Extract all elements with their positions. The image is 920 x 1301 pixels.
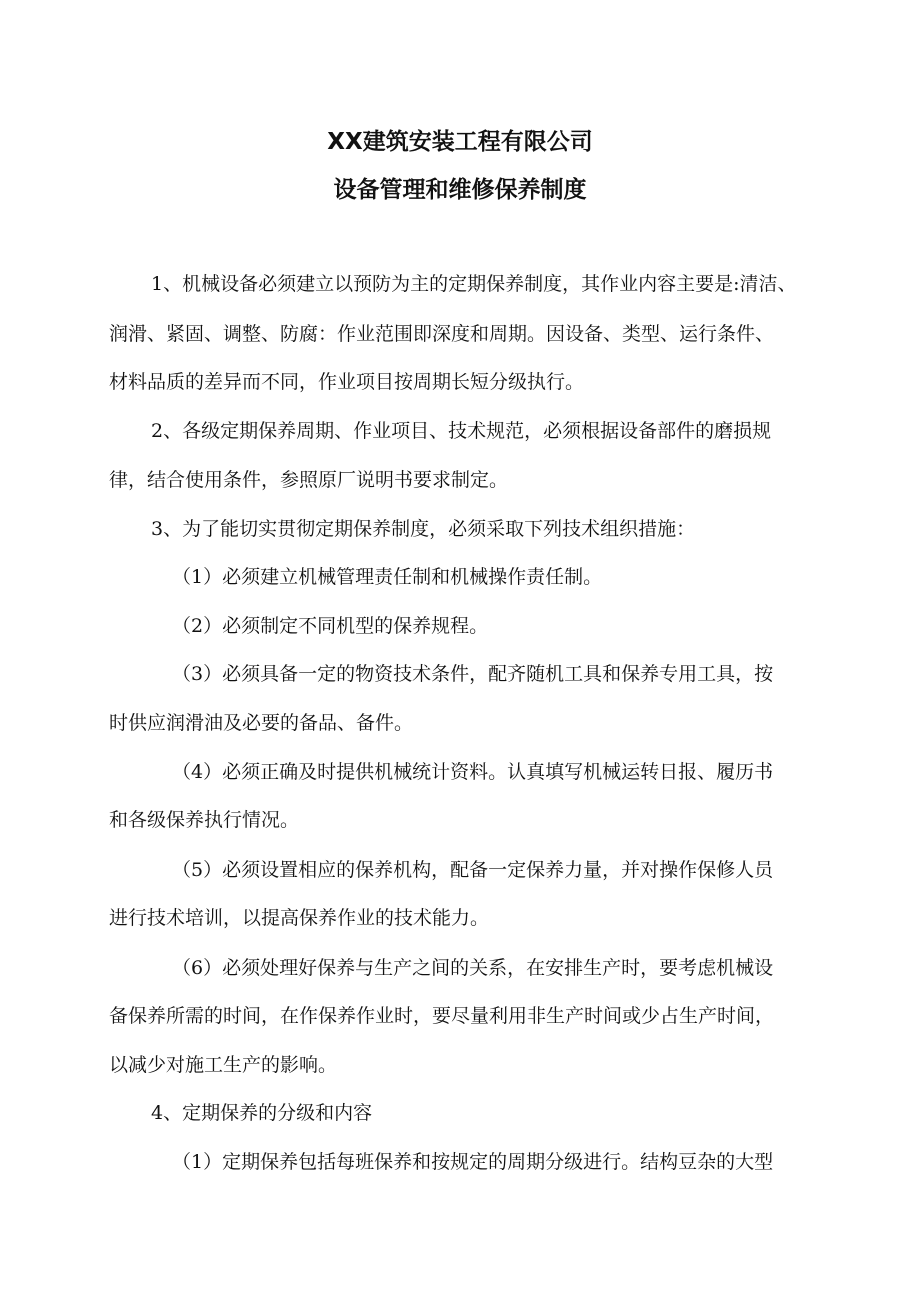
body-line: 1、机械设备必须建立以预防为主的定期保养制度，其作业内容主要是:清洁、 [151, 273, 797, 295]
body-line: 以减少对施工生产的影响。 [109, 1054, 338, 1076]
body-line: 备保养所需的时间，在作保养作业时，要尽量利用非生产时间或少占生产时间， [109, 1005, 775, 1027]
body-line: 时供应润滑油及必要的备品、备件。 [109, 712, 414, 734]
body-line: （5）必须设置相应的保养机构，配备一定保养力量，并对操作保修人员 [172, 859, 774, 881]
document-subtitle: 设备管理和维修保养制度 [333, 177, 587, 203]
body-line: （4）必须正确及时提供机械统计资料。认真填写机械运转日报、履历书 [172, 761, 774, 783]
body-line: （6）必须处理好保养与生产之间的关系，在安排生产时，要考虑机械设 [172, 957, 774, 979]
body-line: （3）必须具备一定的物资技术条件，配齐随机工具和保养专用工具，按 [172, 663, 774, 685]
document-title: XX建筑安装工程有限公司 [327, 129, 593, 155]
body-line: （1）定期保养包括每班保养和按规定的周期分级进行。结构豆杂的大型 [172, 1151, 774, 1173]
body-line: （2）必须制定不同机型的保养规程。 [172, 615, 489, 637]
body-line: 律，结合使用条件，参照原厂说明书要求制定。 [109, 469, 509, 491]
body-line: 进行技术培训，以提高保养作业的技术能力。 [109, 907, 490, 929]
body-line: 润滑、紧固、调整、防腐：作业范围即深度和周期。因设备、类型、运行条件、 [109, 323, 775, 345]
body-line: 2、各级定期保养周期、作业项目、技术规范，必须根据设备部件的磨损规 [151, 420, 772, 442]
body-line: 材料品质的差异而不同，作业项目按周期长短分级执行。 [109, 371, 585, 393]
body-line: 4、定期保养的分级和内容 [151, 1102, 373, 1124]
body-line: 和各级保养执行情况。 [109, 809, 300, 831]
body-line: （1）必须建立机械管理责任制和机械操作责任制。 [172, 566, 603, 588]
body-line: 3、为了能切实贯彻定期保养制度，必须采取下列技术组织措施： [151, 518, 696, 540]
